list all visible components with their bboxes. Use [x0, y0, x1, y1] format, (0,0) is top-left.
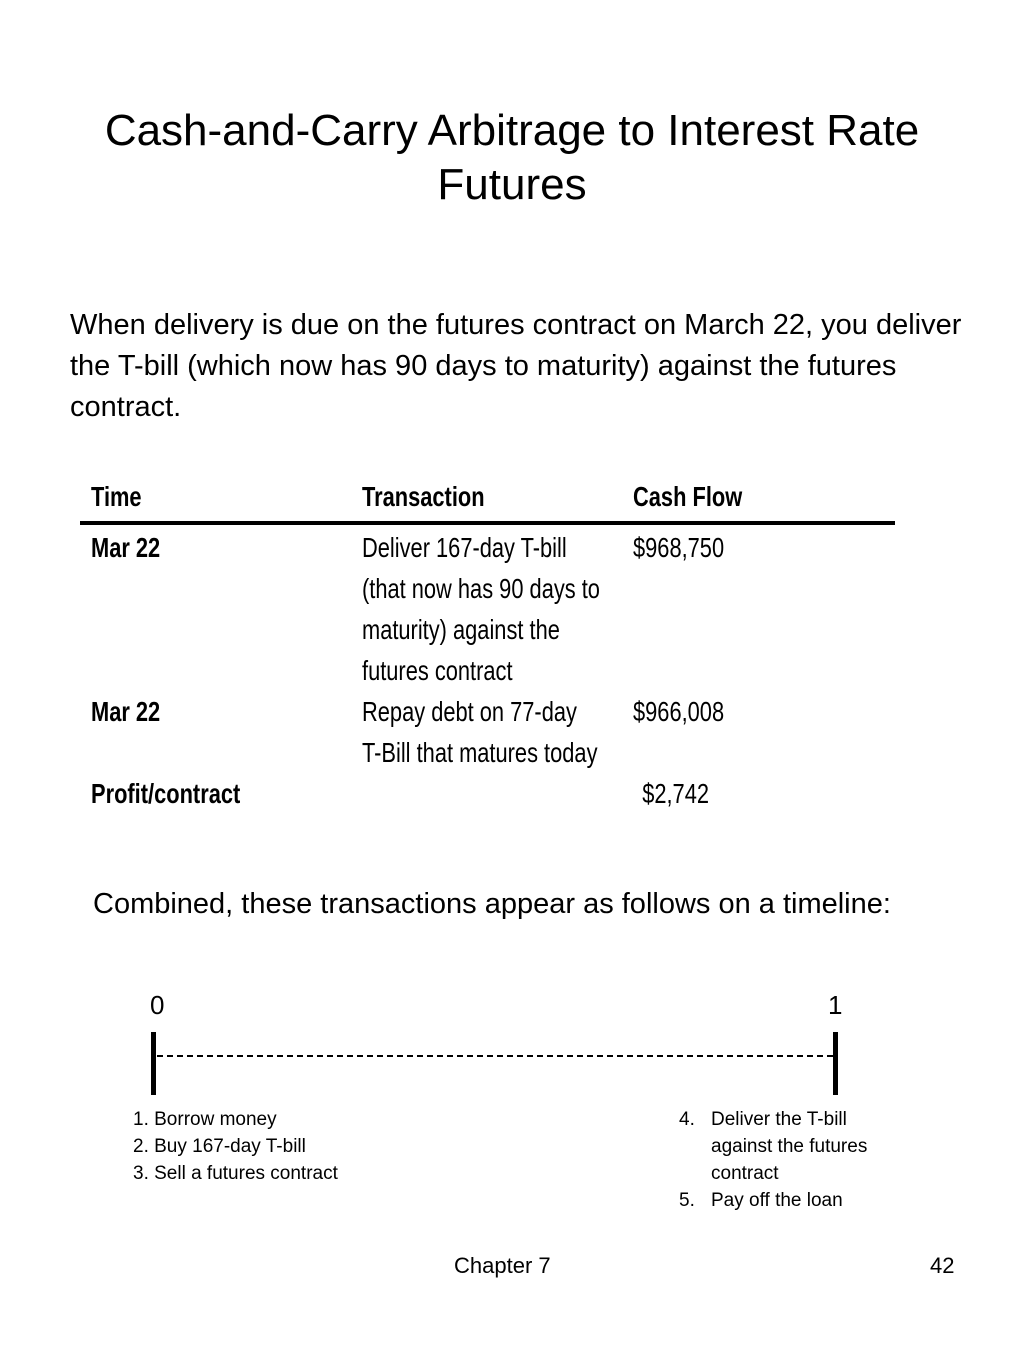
row-transaction [362, 691, 597, 773]
table-header [80, 475, 895, 525]
timeline-end-label: 1 [828, 990, 843, 1020]
row-time: Profit/contract [91, 778, 241, 809]
table-row [80, 771, 895, 815]
step-text: against the futures [711, 1136, 868, 1157]
timeline-line [157, 1055, 833, 1057]
transaction-line: (that now has 90 days to [362, 573, 600, 604]
step-text: Pay off the loan [711, 1190, 843, 1211]
cash-flow-table [80, 475, 895, 815]
step-text: Deliver the T-bill [711, 1109, 847, 1130]
timeline-end-tick [833, 1032, 838, 1095]
header-cash-flow: Cash Flow [633, 481, 743, 512]
step-item [679, 1187, 867, 1214]
row-time: Mar 22 [91, 696, 161, 727]
step-item: 1. Borrow money [133, 1109, 277, 1130]
timeline-start-steps [133, 1106, 338, 1187]
step-number: 4. [679, 1109, 695, 1130]
timeline-start-tick [151, 1032, 156, 1095]
timeline-start-label: 0 [150, 990, 165, 1020]
footer-chapter: Chapter 7 [454, 1253, 551, 1278]
transaction-line: Deliver 167-day T-bill [362, 532, 567, 563]
step-item: 3. Sell a futures contract [133, 1163, 338, 1184]
intro-paragraph: When delivery is due on the futures contract on March 22, you deliver the T-bill (which now has 90 days to maturity) against the futures contract. [70, 309, 962, 423]
header-transaction: Transaction [362, 481, 485, 512]
page-number: 42 [930, 1253, 955, 1278]
step-text: contract [711, 1163, 779, 1184]
transaction-line: T-Bill that matures today [362, 737, 598, 768]
header-time: Time [91, 481, 142, 512]
transaction-line: Repay debt on 77-day [362, 696, 577, 727]
timeline-end-steps [679, 1106, 867, 1214]
transaction-line: futures contract [362, 655, 513, 686]
step-number: 5. [679, 1190, 695, 1211]
row-cash-flow: $2,742 [642, 778, 709, 809]
table-row [80, 689, 895, 771]
table-row [80, 525, 895, 689]
row-transaction [362, 527, 600, 691]
step-item [679, 1106, 867, 1133]
combined-paragraph: Combined, these transactions appear as follows on a timeline: [93, 888, 891, 920]
row-cash-flow: $966,008 [633, 696, 725, 727]
row-cash-flow: $968,750 [633, 532, 725, 563]
row-time: Mar 22 [91, 532, 161, 563]
slide-title: Cash-and-Carry Arbitrage to Interest Rate Futures [104, 106, 920, 209]
step-item: 2. Buy 167-day T-bill [133, 1136, 306, 1157]
transaction-line: maturity) against the [362, 614, 560, 645]
